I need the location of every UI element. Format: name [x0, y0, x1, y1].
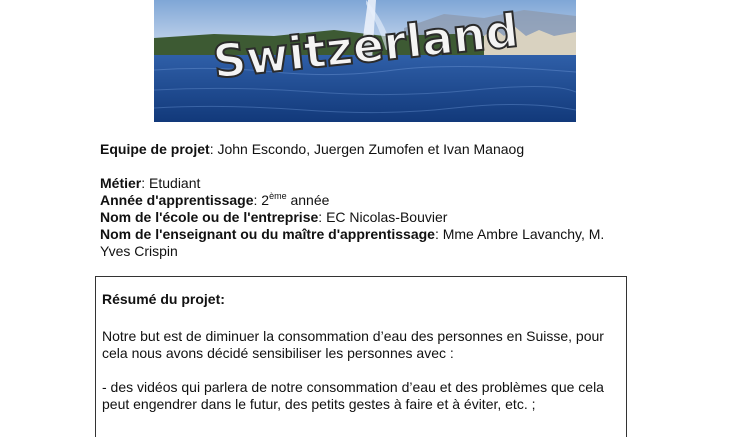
enseignant-value: Mme Ambre Lavanchy, M. — [442, 226, 605, 242]
metier-value: Etudiant — [149, 175, 201, 191]
project-summary-box — [95, 276, 627, 437]
annee-line: Année d'apprentissage: 2ème année — [100, 191, 330, 208]
enseignant-line-2 — [100, 243, 178, 260]
lake-geneva-photo — [154, 0, 576, 122]
banner-photo — [154, 0, 576, 122]
annee-rest: année — [286, 192, 330, 208]
banner-title: Switzerland — [210, 3, 521, 89]
enseignant-value-2: Yves Crispin — [100, 243, 178, 259]
ecole-label: Nom de l'école ou de l'entreprise — [100, 209, 319, 225]
ecole-line: Nom de l'école ou de l'entreprise: EC Nicolas-Bouvier — [100, 209, 448, 225]
summary-p2-line2: peut engendrer dans le futur, des petits gestes à faire et à éviter, etc. ; — [102, 396, 536, 412]
enseignant-line: Nom de l'enseignant ou du maître d'apprentissage: Mme Ambre Lavanchy, M. — [100, 226, 605, 242]
annee-sup: ème — [269, 191, 287, 201]
summary-p1-line2: cela nous avons décidé sensibiliser les personnes avec : — [102, 345, 454, 361]
summary-p1-line1: Notre but est de diminuer la consommation d’eau des personnes en Suisse, pour — [102, 328, 604, 344]
enseignant-label: Nom de l'enseignant ou du maître d'apprentissage — [100, 226, 435, 242]
annee-label: Année d'apprentissage — [100, 192, 254, 208]
summary-p2-line1: - des vidéos qui parlera de notre consommation d’eau et des problèmes que cela — [102, 379, 604, 395]
team-label: Equipe de projet — [100, 141, 210, 157]
annee-num: 2 — [261, 192, 270, 208]
team-value: John Escondo, Juergen Zumofen et Ivan Manaog — [217, 141, 525, 157]
metier-line: Métier: Etudiant — [100, 175, 201, 191]
summary-heading: Résumé du projet: — [102, 291, 225, 307]
metier-label: Métier — [100, 175, 142, 191]
ecole-value: EC Nicolas-Bouvier — [326, 209, 448, 225]
team-line: Equipe de projet: John Escondo, Juergen Zumofen et Ivan Manaog — [100, 141, 525, 157]
